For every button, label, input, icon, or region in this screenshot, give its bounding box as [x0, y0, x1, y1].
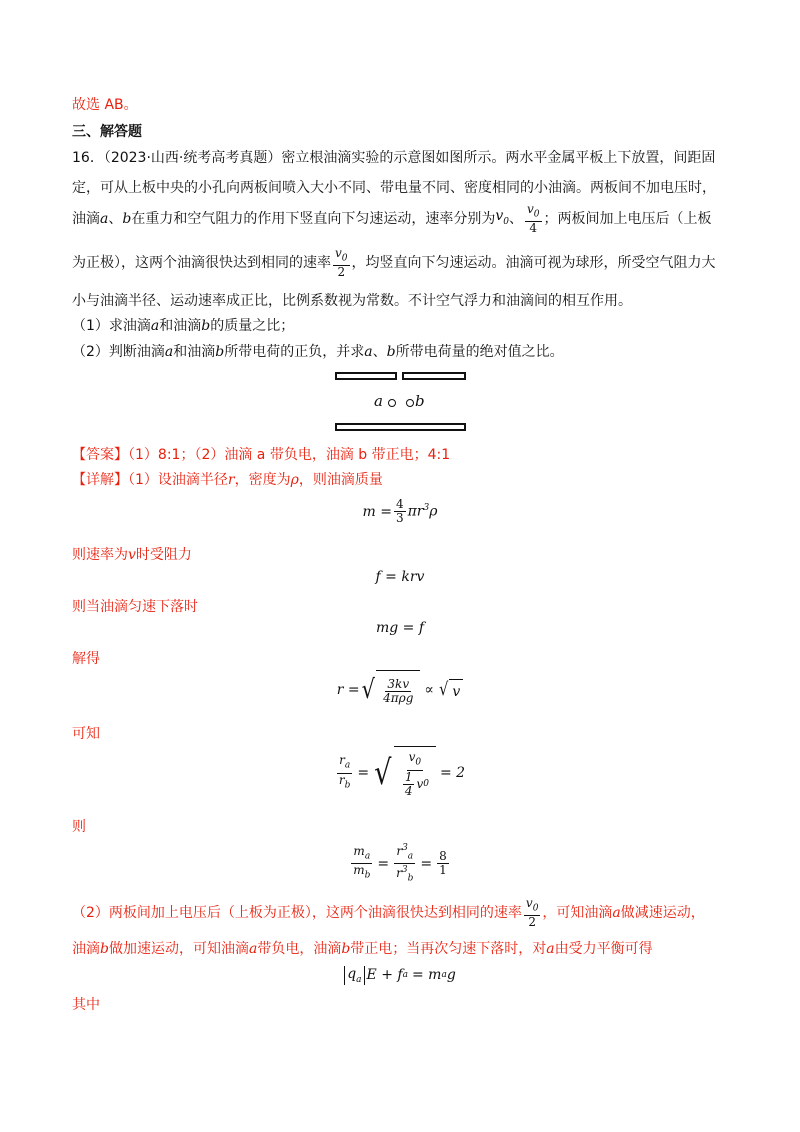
lower-plate — [335, 423, 466, 431]
oil-drop-b — [406, 399, 414, 407]
drop-label-a: a — [374, 392, 383, 410]
upper-plate-left — [335, 372, 397, 380]
detail-line-9: 其中 — [72, 997, 100, 1013]
radius-ratio-equation: $\frac{r_a}{r_b}$ = √ $v_0$ $\frac{1}{4}$ v 0 = 2 — [0, 746, 800, 800]
question-line-2: 定，可从上板中央的小孔向两板间喷入大小不同、带电量不同、密度相同的小油滴。两板间不加电压时， — [72, 180, 716, 196]
v0-symbol: $v_0$ — [495, 208, 509, 227]
v0-over-2-fraction: $\frac{v_0}{2}$ — [335, 245, 348, 280]
v0-over-4-fraction: $\frac{v_0}{4}$ — [526, 201, 540, 236]
balance-equation: mg = f — [375, 620, 425, 636]
question-part-2: （2）判断油滴a和油滴b所带电荷的正负，并求a、b所带电荷量的绝对值之比。 — [72, 344, 564, 360]
detail-line-4: 解得 — [72, 651, 100, 667]
detail-line-1: 【详解】（1）设油滴半径r，密度为ρ，则油滴质量 — [72, 472, 383, 488]
oil-drop-a — [388, 399, 396, 407]
detail-line-8: 油滴b做加速运动，可知油滴a带负电，油滴b带正电；当再次匀速下落时，对a由受力平衡可得 — [72, 941, 653, 957]
section-title: 三、解答题 — [72, 124, 142, 140]
radius-equation: r = √ $\frac{3kv}{\text{4πρg}}$ ∝ √ v — [0, 670, 800, 710]
question-line-3: 油滴 a 、 b 在重力和空气阻力的作用下竖直向下匀速运动，速率分别为 $v_0$ 、 $\frac{v_0}{4}$ ；两板间加上电压后（上板 — [72, 201, 712, 236]
mass-equation: m = $\frac{4}{3}$ $\pi r^3\rho$ — [362, 497, 438, 525]
upper-plate-right — [402, 372, 466, 380]
detail-line-2: 则速率为v时受阻力 — [72, 547, 192, 563]
mass-ratio-equation: $\frac{m_a}{m_b}$ = $\frac{r^3_a}{r^3_b}$ = $\frac{8}{1}$ — [353, 843, 447, 884]
drag-equation: f = krv — [375, 569, 425, 585]
question-line-1: 16．（2023·山西·统考高考真题）密立根油滴实验的示意图如图所示。两水平金属平板上下放置，间距固 — [72, 150, 716, 166]
question-line-5: 小与油滴半径、运动速率成正比，比例系数视为常数。不计空气浮力和油滴间的相互作用。 — [72, 293, 632, 309]
drop-label-b: b — [415, 392, 425, 410]
detail-line-5: 可知 — [72, 726, 100, 742]
answer-line: 【答案】（1）8:1；（2）油滴 a 带负电，油滴 b 带正电；4:1 — [72, 447, 451, 463]
detail-line-7: （2）两板间加上电压后（上板为正极），这两个油滴很快达到相同的速率 $\frac{v_0}{2}$ ，可知油滴 a 做减速运动， — [72, 895, 705, 930]
prev-answer: 故选 AB。 — [72, 97, 138, 113]
question-line-4: 为正极），这两个油滴很快达到相同的速率 $\frac{v_0}{2}$ ，均竖直向下匀速运动。油滴可视为球形，所受空气阻力大 — [72, 245, 716, 280]
detail-line-6: 则 — [72, 819, 86, 835]
detail-line-3: 则当油滴匀速下落时 — [72, 599, 198, 615]
force-balance-equation: $q_a$ E + f a = m a g — [0, 966, 800, 985]
question-part-1: （1）求油滴a和油滴b的质量之比； — [72, 318, 295, 334]
